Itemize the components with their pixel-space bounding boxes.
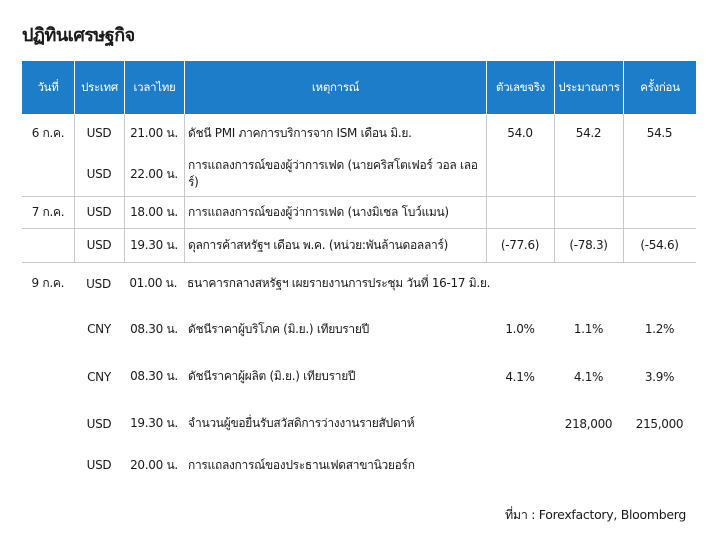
table-header — [22, 61, 696, 114]
cell-time: 08.30 น. — [130, 321, 178, 336]
cell-previous: 54.5 — [646, 126, 673, 140]
cell-day — [22, 228, 74, 262]
cell-previous — [623, 196, 696, 228]
column-divider — [124, 114, 125, 262]
header-day: วันที่ — [37, 79, 59, 94]
cell-day: 9 ก.ค. — [31, 276, 65, 290]
row-divider — [22, 262, 696, 263]
table-row — [22, 353, 696, 400]
cell-forecast: (-78.3) — [569, 238, 608, 252]
cell-time: 01.00 น. — [129, 276, 178, 290]
header-previous: ครั้งก่อน — [623, 61, 696, 114]
cell-currency: USD — [86, 416, 112, 431]
cell-currency: CNY — [87, 369, 111, 384]
table-row — [22, 447, 696, 483]
cell-event: การแถลงการณ์ของผู้ว่าการเฟด (นางมิเชล โบว์แมน) — [188, 204, 449, 219]
cell-previous — [623, 152, 696, 196]
column-divider — [74, 114, 75, 262]
cell-actual — [486, 400, 554, 447]
cell-currency: USD — [86, 126, 112, 140]
cell-event: ดัชนีราคาผู้บริโภค (มิ.ย.) เทียบรายปี — [188, 321, 369, 336]
cell-previous: 3.9% — [644, 369, 675, 384]
cell-time: 22.00 น. — [130, 166, 178, 181]
cell-currency: USD — [86, 205, 112, 219]
header-actual: ตัวเลขจริง — [486, 61, 554, 114]
cell-day — [22, 305, 74, 353]
cell-forecast — [554, 196, 623, 228]
cell-previous: 1.2% — [644, 322, 675, 336]
cell-day — [22, 152, 74, 196]
cell-actual — [486, 447, 554, 483]
cell-previous — [623, 447, 696, 483]
cell-day — [22, 400, 74, 447]
column-divider — [184, 114, 185, 262]
table-row — [22, 400, 696, 447]
cell-forecast: 4.1% — [573, 369, 604, 384]
cell-day — [22, 447, 74, 483]
cell-previous — [623, 262, 696, 305]
header-event: เหตุการณ์ — [184, 61, 486, 114]
cell-time: 21.00 น. — [130, 125, 178, 140]
cell-previous: 215,000 — [635, 416, 684, 431]
cell-event: ดุลการค้าสหรัฐฯ เดือน พ.ค. (หน่วย:พันล้านดอลลาร์) — [188, 237, 449, 252]
cell-time: 08.30 น. — [130, 369, 178, 383]
cell-event: ดัชนีราคาผู้ผลิต (มิ.ย.) เทียบรายปี — [188, 369, 356, 383]
cell-currency: USD — [86, 238, 112, 252]
column-divider — [623, 114, 624, 262]
cell-previous: (-54.6) — [640, 238, 679, 252]
cell-day: 7 ก.ค. — [31, 204, 65, 219]
cell-day — [22, 353, 74, 400]
cell-event: ดัชนี PMI ภาคการบริการจาก ISM เดือน มิ.ย. — [188, 125, 412, 140]
cell-currency: USD — [86, 167, 112, 181]
cell-event: การแถลงการณ์ของประธานเฟดสาขานิวยอร์ก — [188, 457, 415, 472]
cell-time: 19.30 น. — [130, 237, 178, 252]
page-title: ปฏิทินเศรษฐกิจ — [22, 25, 135, 46]
header-forecast: ประมาณการ — [554, 61, 623, 114]
cell-forecast — [554, 152, 623, 196]
cell-forecast: 1.1% — [573, 322, 604, 336]
economic-calendar-table — [22, 61, 696, 483]
cell-forecast — [555, 262, 624, 305]
cell-actual: 54.0 — [507, 126, 533, 140]
source-note: ที่มา : Forexfactory, Bloomberg — [504, 507, 686, 522]
cell-currency: USD — [86, 458, 112, 472]
cell-time: 20.00 น. — [130, 457, 178, 472]
header-currency: ประเทศ — [74, 61, 124, 114]
cell-forecast — [554, 447, 623, 483]
cell-event: จำนวนผู้ขอยื่นรับสวัสดิการว่างงานรายสัปดาห์ — [188, 416, 415, 430]
cell-currency: CNY — [87, 322, 111, 336]
cell-currency: USD — [86, 276, 111, 291]
cell-actual: (-77.6) — [500, 238, 540, 252]
cell-actual: 4.1% — [505, 369, 535, 384]
cell-time: 18.00 น. — [130, 204, 178, 219]
cell-forecast: 218,000 — [564, 416, 613, 431]
cell-forecast: 54.2 — [575, 126, 602, 140]
cell-actual: 1.0% — [505, 322, 535, 336]
cell-event: ธนาคารกลางสหรัฐฯ เผยรายงานการประชุม วันที่ 16-17 มิ.ย. — [187, 276, 491, 290]
cell-event: การแถลงการณ์ของผู้ว่าการเฟด (นายคริสโตเฟอร์ วอล เลอร์) — [188, 158, 478, 189]
column-divider — [486, 114, 487, 262]
cell-time: 19.30 น. — [130, 416, 178, 430]
column-divider — [554, 114, 555, 262]
table-row — [22, 305, 696, 353]
cell-day: 6 ก.ค. — [31, 125, 65, 140]
table-row — [22, 262, 696, 305]
header-time: เวลาไทย — [124, 61, 184, 114]
cell-actual — [486, 152, 554, 196]
cell-actual — [486, 196, 554, 228]
